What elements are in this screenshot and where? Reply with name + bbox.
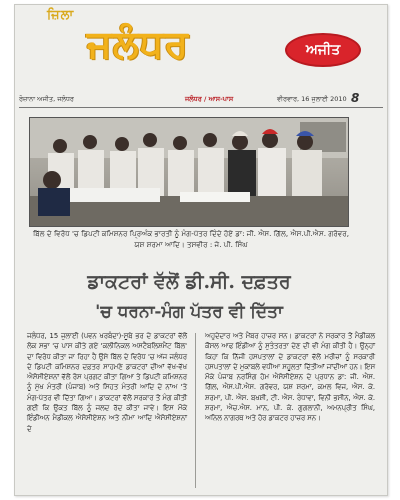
headline-line-2: 'ਚ ਧਰਨਾ-ਮੰਗ ਪੱਤਰ ਵੀ ਦਿੱਤਾ [95, 302, 283, 322]
photo-illustration [30, 118, 349, 227]
section-name: ਜਲੰਧਰ / ਆਸ-ਪਾਸ [185, 95, 234, 103]
district-label: ਜ਼ਿਲਾ [47, 8, 75, 23]
masthead [15, 5, 387, 85]
headline-line-1: ਡਾਕਟਰਾਂ ਵੱਲੋਂ ਡੀ.ਸੀ. ਦਫ਼ਤਰ [87, 271, 291, 293]
section-title: ਜਲੰਧਰ [87, 21, 190, 66]
article-column-1: ਜਲੰਧਰ, 15 ਜੁਲਾਈ (ਪਵਨ ਖਰਬੰਦਾ)-ਸੂਬੇ ਭਰ ਦੇ ਡਾਕਟਰਾਂ ਵੱਲੋਂ ਲੋਕ ਸਭਾ 'ਚ ਪਾਸ ਕੀਤੇ ਗਏ 'ਕਲੀਨਿਕਲ ਅਸਟੈਬਲਿਸ਼ਮੈਂਟ ਬਿੱਲ' ਦਾ ਵਿਰੋਧ ਕੀਤਾ ਜਾ ਰਿਹਾ ਹੈ ਉਸੇ ਬਿੱਲ ਦੇ ਵਿਰੋਧ 'ਚ ਅੱਜ ਜਲੰਧਰ ਦੇ ਡਿਪਟੀ ਕਮਿਸ਼ਨਰ ਦਫ਼ਤਰ ਸਾਹਮਣੇ ਡਾਕਟਰਾਂ ਦੀਆਂ ਵੱਖ-ਵੱਖ ਐਸੋਸੀਏਸ਼ਨਾਂ ਵੱਲੋਂ ਰੋਸ ਪ੍ਰਗਟ ਕੀਤਾ ਗਿਆ ਤੇ ਡਿਪਟੀ ਕਮਿਸ਼ਨਰ ਨੂੰ ਮੁੱਖ ਮੰਤਰੀ (ਪੰਜਾਬ) ਅਤੇ ਸਿਹਤ ਮੰਤਰੀ ਆਦਿ ਦੇ ਨਾਂਅ 'ਤੇ ਮੰਗ-ਪੱਤਰ ਵੀ ਦਿੱਤਾ ਗਿਆ। ਡਾਕਟਰਾਂ ਵੱਲੋਂ ਸਰਕਾਰ ਤੋਂ ਮੰਗ ਕੀਤੀ ਗਈ ਕਿ ਉਕਤ ਬਿੱਲ ਨੂੰ ਜਲਦ ਰੱਦ ਕੀਤਾ ਜਾਵੇ। ਇਸ ਮੌਕੇ ਇੰਡੀਅਨ ਮੈਡੀਕਲ ਐਸੋਸੀਏਸ਼ਨ ਅਤੇ ਨੀਮਾ ਆਦਿ ਐਸੋਸੀਏਸ਼ਨਾਂ ਦੇ [27, 332, 187, 433]
dateline [15, 91, 361, 107]
photo-caption: ਬਿੱਲ ਦੇ ਵਿਰੋਧ 'ਚ ਡਿਪਟੀ ਕਮਿਸ਼ਨਰ ਪ੍ਰਿਅੰਕ ਭਾਰਤੀ ਨੂੰ ਮੰਗ-ਪੱਤਰ ਦਿੰਦੇ ਹੋਏ ਡਾ: ਜੀ. ਐਸ. ਗਿੱਲ, ਐਸ.ਪੀ.ਐਸ. ਗਰੋਵਰ, ਯਸ਼ ਸ਼ਰਮਾ ਆਦਿ। ਤਸਵੀਰ : ਜੇ. ਪੀ. ਸਿੰਘ [32, 229, 350, 249]
issue-date: ਵੀਰਵਾਰ, 16 ਜੁਲਾਈ 2010 [277, 95, 347, 103]
headline [31, 267, 347, 327]
column-divider [195, 333, 196, 488]
newspaper-page [14, 4, 388, 496]
news-photo [29, 117, 349, 227]
page-number: 8 [351, 91, 360, 105]
paper-name: ਰੋਜ਼ਾਨਾ ਅਜੀਤ, ਜਲੰਧਰ [19, 95, 74, 103]
header-rule [19, 107, 383, 108]
article-column-2: ਅਹੁਦੇਦਾਰ ਅਤੇ ਮੈਂਬਰ ਹਾਜ਼ਰ ਸਨ। ਡਾਕਟਰਾਂ ਨੇ ਸਰਕਾਰ ਤੋਂ ਮੈਡੀਕਲ ਕੌਂਸਲ ਆਫ ਇੰਡੀਆ ਨੂੰ ਸੁਤੰਤਰਤਾ ਦੇਣ ਦੀ ਵੀ ਮੰਗ ਕੀਤੀ ਹੈ। ਉਨ੍ਹਾਂ ਕਿਹਾ ਕਿ ਨਿੱਜੀ ਹਸਪਤਾਲਾਂ ਦੇ ਡਾਕਟਰਾਂ ਵੱਲੋਂ ਮਰੀਜ਼ਾਂ ਨੂੰ ਸਰਕਾਰੀ ਹਸਪਤਾਲਾਂ ਦੇ ਮੁਕਾਬਲੇ ਵਧੀਆ ਸਹੂਲਤਾਂ ਦਿੱਤੀਆਂ ਜਾਂਦੀਆਂ ਹਨ। ਇਸ ਮੌਕੇ ਪੰਜਾਬ ਨਰਸਿੰਗ ਹੋਮ ਐਸੋਸੀਏਸ਼ਨ ਦੇ ਪ੍ਰਧਾਨ ਡਾ: ਜੀ. ਐਸ. ਗਿੱਲ, ਐਸ.ਪੀ.ਐਸ. ਗਰੋਵਰ, ਯਸ਼ ਸ਼ਰਮਾ, ਕਮਲ ਵਿਜ, ਐਸ. ਕੇ. ਸ਼ਰਮਾ, ਪੀ. ਐਸ. ਬਖਸ਼ੀ, ਟੀ. ਐਸ. ਰੰਧਾਵਾ, ਵਿਨੀ ਭਸੀਨ, ਐਸ. ਕੇ. ਸ਼ਰਮਾ, ਐਚ.ਐਸ. ਮਾਨ, ਪੀ. ਕੇ. ਗੁਗਲਾਨੀ, ਅਮਨਪ੍ਰੀਤ ਸਿੰਘ, ਅਨਿਲ ਨਾਗਰਥ ਅਤੇ ਹੋਰ ਡਾਕਟਰ ਹਾਜ਼ਰ ਸਨ। [205, 332, 375, 423]
ajit-logo-badge: ਅਜੀਤ [285, 33, 361, 67]
